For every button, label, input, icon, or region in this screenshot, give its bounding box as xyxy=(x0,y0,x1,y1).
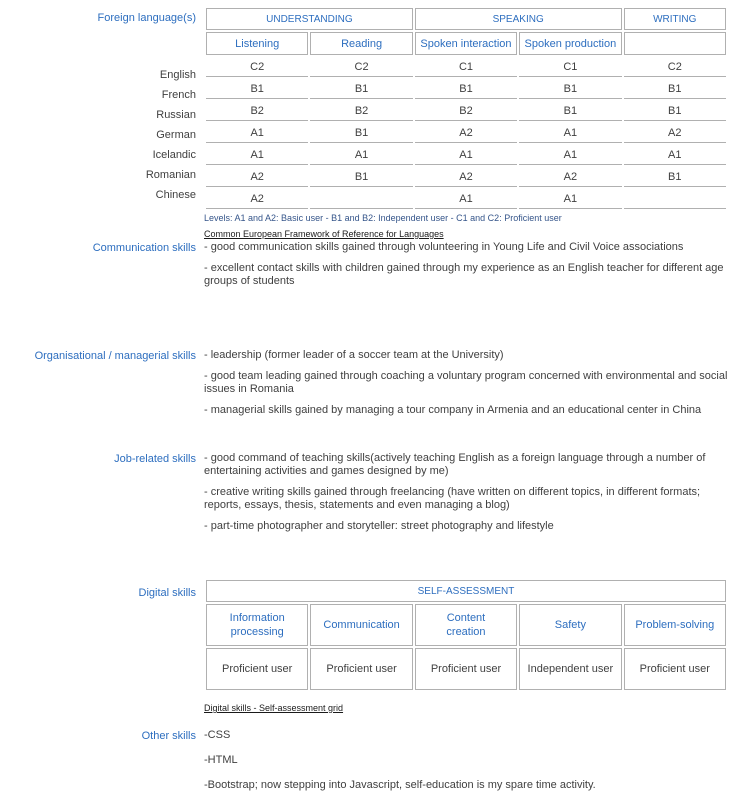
section-label-job-related-skills: Job-related skills xyxy=(114,453,196,465)
level-cell: B1 xyxy=(519,79,621,99)
level-cell xyxy=(624,189,726,209)
digital-level-cell: Proficient user xyxy=(310,648,412,690)
digital-level-cell: Proficient user xyxy=(206,648,308,690)
foreign-languages-label-column xyxy=(0,6,196,242)
section-label-other-skills: Other skills xyxy=(141,730,196,742)
level-cell: B2 xyxy=(415,101,517,121)
level-cell xyxy=(310,189,412,209)
language-name: French xyxy=(161,89,196,101)
digital-level-cell: Proficient user xyxy=(415,648,517,690)
level-cell: B1 xyxy=(310,79,412,99)
level-cell: B1 xyxy=(206,79,308,99)
level-cell: A2 xyxy=(206,167,308,187)
bullet-item: -Bootstrap; now stepping into Javascript, self-education is my spare time activity. xyxy=(204,779,596,791)
column-header-communication: Communication xyxy=(310,604,412,646)
digital-level-cell: Independent user xyxy=(519,648,621,690)
level-cell: B1 xyxy=(624,101,726,121)
section-digital-skills xyxy=(0,578,730,716)
language-name: Romanian xyxy=(145,169,196,181)
group-header-writing: WRITING xyxy=(624,8,726,30)
group-header-speaking: SPEAKING xyxy=(415,8,622,30)
foreign-languages-content xyxy=(204,6,728,242)
cefr-levels-note: Levels: A1 and A2: Basic user - B1 and B2: Independent user - C1 and C2: Proficient user xyxy=(204,213,562,223)
digital-self-assessment-grid-link[interactable]: Digital skills - Self-assessment grid xyxy=(204,703,344,713)
level-cell: C2 xyxy=(310,57,412,77)
level-cell: B1 xyxy=(624,167,726,187)
section-label-digital-skills: Digital skills xyxy=(138,587,196,599)
language-name: Icelandic xyxy=(152,149,196,161)
language-level-row xyxy=(206,167,726,187)
digital-table-header-row xyxy=(206,580,726,602)
level-cell: A1 xyxy=(206,123,308,143)
bullet-item: - leadership (former leader of a soccer team at the University) xyxy=(204,349,504,361)
level-cell: C2 xyxy=(624,57,726,77)
digital-self-assessment-table xyxy=(204,578,728,692)
cefr-reference-link[interactable]: Common European Framework of Reference for Languages xyxy=(204,229,444,239)
job-related-skills-content xyxy=(204,452,728,541)
sub-header-spoken-production: Spoken production xyxy=(519,32,621,55)
section-other-skills xyxy=(0,729,730,800)
column-header-problem-solving: Problem-solving xyxy=(624,604,726,646)
bullet-item: - creative writing skills gained through freelancing (have written on different topics, in different formats; reports, essays, thesis, statements and even managing a blog) xyxy=(204,486,701,511)
group-header-understanding: UNDERSTANDING xyxy=(206,8,413,30)
section-label-organisational-skills: Organisational / managerial skills xyxy=(34,350,196,362)
sub-header-listening: Listening xyxy=(206,32,308,55)
bullet-item: - excellent contact skills with children gained through my experience as an English teacher for different age groups of students xyxy=(204,262,724,287)
level-cell: B1 xyxy=(519,101,621,121)
level-cell: A1 xyxy=(415,145,517,165)
sub-header-writing-blank xyxy=(624,32,726,55)
self-assessment-header: SELF-ASSESSMENT xyxy=(206,580,726,602)
sub-header-spoken-interaction: Spoken interaction xyxy=(415,32,517,55)
language-name: Russian xyxy=(156,109,196,121)
digital-table-value-row xyxy=(206,648,726,690)
digital-skills-content xyxy=(204,578,728,716)
language-table-group-header-row xyxy=(206,8,726,30)
bullet-item: - good team leading gained through coaching a voluntary program concerned with environmental and social issues in Romania xyxy=(204,370,728,395)
level-cell: B2 xyxy=(310,101,412,121)
level-cell: A1 xyxy=(415,189,517,209)
language-level-row xyxy=(206,123,726,143)
language-level-row xyxy=(206,189,726,209)
bullet-item: - good communication skills gained through volunteering in Young Life and Civil Voice associations xyxy=(204,241,684,253)
level-cell: B1 xyxy=(624,79,726,99)
language-name: Chinese xyxy=(155,189,196,201)
language-level-row xyxy=(206,145,726,165)
language-name: English xyxy=(159,69,196,81)
level-cell: A1 xyxy=(519,145,621,165)
level-cell: A2 xyxy=(519,167,621,187)
section-organisational-skills xyxy=(0,349,730,425)
level-cell: B1 xyxy=(310,167,412,187)
level-cell: A2 xyxy=(624,123,726,143)
level-cell: B2 xyxy=(206,101,308,121)
language-level-row xyxy=(206,57,726,77)
level-cell: A1 xyxy=(624,145,726,165)
bullet-item: - part-time photographer and storyteller: street photography and lifestyle xyxy=(204,520,554,532)
level-cell: B1 xyxy=(310,123,412,143)
section-label-foreign-languages: Foreign language(s) xyxy=(97,12,196,24)
section-job-related-skills xyxy=(0,452,730,541)
level-cell: C1 xyxy=(519,57,621,77)
bullet-item: -HTML xyxy=(204,754,238,766)
bullet-item: - managerial skills gained by managing a tour company in Armenia and an educational center in China xyxy=(204,404,702,416)
level-cell: A1 xyxy=(519,123,621,143)
section-communication-skills xyxy=(0,241,730,296)
column-header-information-processing: Information processing xyxy=(206,604,308,646)
level-cell: C1 xyxy=(415,57,517,77)
bullet-item: -CSS xyxy=(204,729,231,741)
level-cell: A1 xyxy=(206,145,308,165)
language-levels-table xyxy=(204,6,728,211)
level-cell: A2 xyxy=(415,123,517,143)
level-cell: A1 xyxy=(519,189,621,209)
other-skills-content xyxy=(204,729,728,800)
column-header-safety: Safety xyxy=(519,604,621,646)
section-foreign-languages xyxy=(0,6,730,242)
level-cell: A2 xyxy=(206,189,308,209)
level-cell: B1 xyxy=(415,79,517,99)
sub-header-reading: Reading xyxy=(310,32,412,55)
column-header-content-creation: Content creation xyxy=(415,604,517,646)
level-cell: A2 xyxy=(415,167,517,187)
bullet-item: - good command of teaching skills(actively teaching English as a foreign language through a number of entertaining activities and games designed by me) xyxy=(204,452,706,477)
level-cell: C2 xyxy=(206,57,308,77)
level-cell: A1 xyxy=(310,145,412,165)
language-level-row xyxy=(206,101,726,121)
organisational-skills-content xyxy=(204,349,728,425)
language-table-sub-header-row xyxy=(206,32,726,55)
communication-skills-content xyxy=(204,241,728,296)
section-label-communication-skills: Communication skills xyxy=(92,242,196,254)
digital-table-column-header-row xyxy=(206,604,726,646)
language-level-row xyxy=(206,79,726,99)
digital-level-cell: Proficient user xyxy=(624,648,726,690)
language-name: German xyxy=(156,129,196,141)
language-name-list xyxy=(0,65,196,205)
